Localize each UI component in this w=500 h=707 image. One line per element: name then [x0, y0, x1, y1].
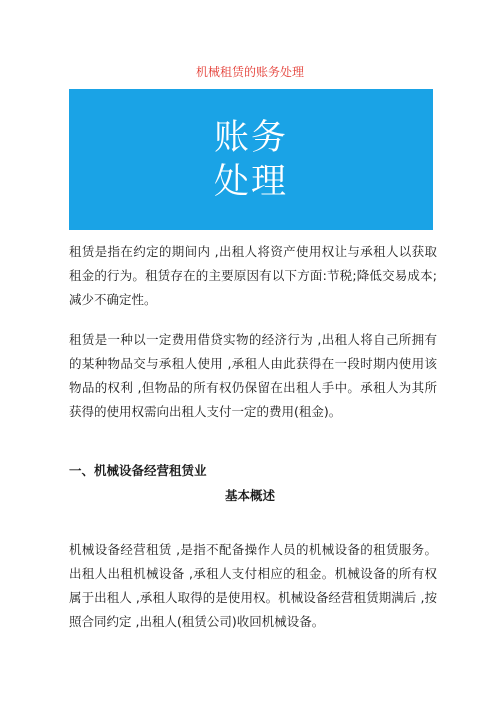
section-heading: 一、机械设备经营租赁业 [69, 463, 207, 478]
intro-paragraph-1: 租赁是指在约定的期间内 ,出租人将资产使用权让与承租人以获取租金的行为。租赁存在的主要原因有以下方面:节税;降低交易成本;减少不确定性。 [69, 244, 437, 307]
banner-line-2: 处理 [213, 161, 288, 202]
intro-paragraph-2: 租赁是一种以一定费用借贷实物的经济行为 ,出租人将自己所拥有的某种物品交与承租人使用 ,承租人由此获得在一段时期内使用该物品的权利 ,但物品的所有权仍保留在出租人手中。承租人为其所获得的使用权需向出租人支付一定的费用(租金)。 [69, 332, 437, 419]
document-title: 机械租赁的账务处理 [195, 65, 304, 79]
banner-line-1: 账务 [213, 117, 288, 158]
section-subheading: 基本概述 [224, 488, 275, 503]
section-paragraph: 机械设备经营租赁 ,是指不配备操作人员的机械设备的租赁服务。出租人出租机械设备 ,承租人支付相应的租金。机械设备的所有权属于出租人 ,承租人取得的是使用权。机械设备经营租赁期满后 ,按照合同约定 ,出租人(租赁公司)收回机械设备。 [69, 542, 437, 629]
title-banner [69, 89, 433, 230]
